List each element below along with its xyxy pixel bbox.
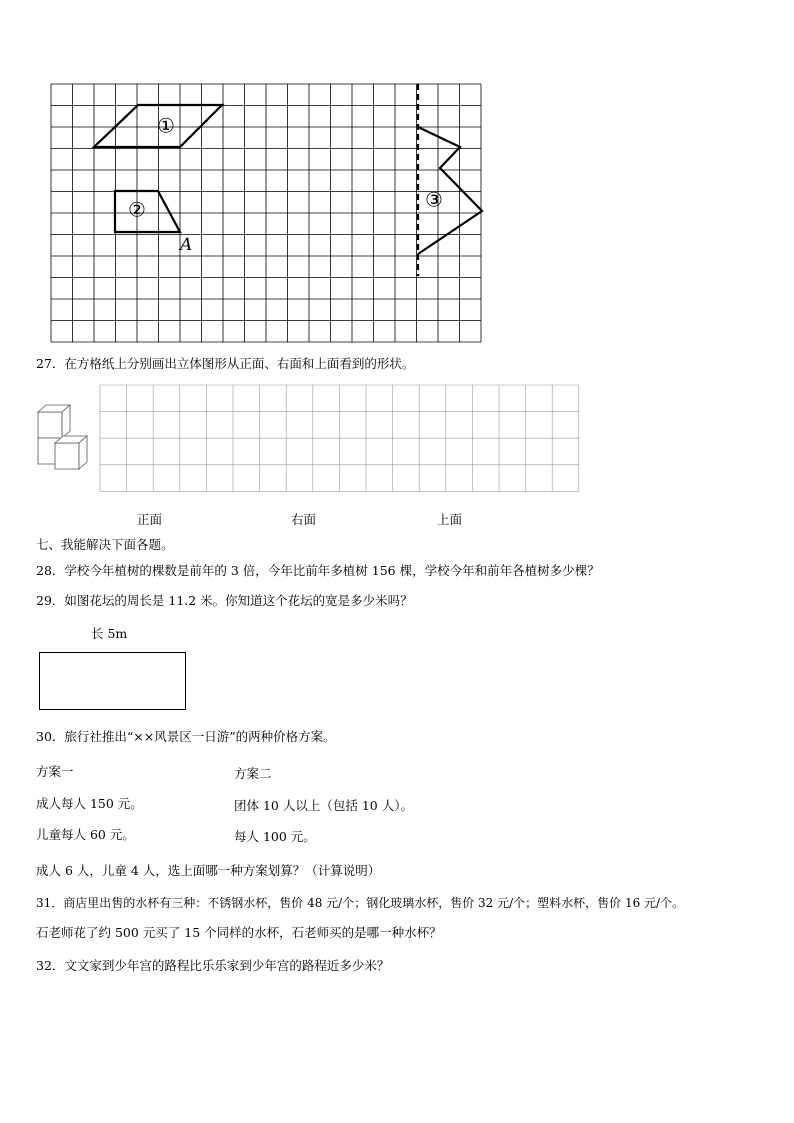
plan1-line2: 儿童每人 60 元。 [36, 827, 135, 842]
shape1-label: ① [157, 113, 175, 138]
plan2-line2: 每人 100 元。 [234, 829, 316, 844]
plan2-title: 方案二 [234, 766, 272, 781]
plan1-line1: 成人每人 150 元。 [36, 796, 143, 811]
face-label-top: 上面 [437, 512, 463, 527]
shape3-label: ③ [425, 187, 443, 212]
question-27: 27．在方格纸上分别画出立体图形从正面、右面和上面看到的形状。 [36, 356, 415, 371]
flowerbed-rectangle [39, 652, 186, 710]
plan1-title: 方案一 [36, 764, 74, 779]
length-label: 长 5m [91, 626, 128, 641]
question-31-line1: 31．商店里出售的水杯有三种：不锈钢水杯，售价 48 元/个；钢化玻璃水杯，售价 32 元/个；塑料水杯，售价 16 元/个。 [36, 896, 685, 910]
point-a-label: A [180, 235, 193, 255]
question-31-line2: 石老师花了约 500 元买了 15 个同样的水杯，石老师买的是哪一种水杯？ [36, 925, 442, 940]
question-30-prompt: 成人 6 人，儿童 4 人，选上面哪一种方案划算？（计算说明） [36, 863, 381, 878]
grid-figure [0, 0, 794, 345]
cube-stack [38, 405, 87, 469]
cube-figure [0, 380, 794, 500]
plan2-line1: 团体 10 人以上（包括 10 人）。 [234, 798, 413, 813]
question-32: 32．文文家到少年宫的路程比乐乐家到少年宫的路程近多少米？ [36, 958, 390, 973]
shape2-label: ② [128, 197, 146, 222]
face-label-right: 右面 [291, 512, 317, 527]
question-29: 29．如图花坛的周长是 11.2 米。你知道这个花坛的宽是多少米吗？ [36, 593, 413, 608]
section-title: 七、我能解决下面各题。 [36, 537, 174, 552]
question-28: 28．学校今年植树的棵数是前年的 3 倍，今年比前年多植树 156 棵，学校今年和前年各植树多少棵？ [36, 563, 600, 578]
question-30: 30．旅行社推出“××风景区一日游”的两种价格方案。 [36, 729, 336, 744]
trapezoid-shape [115, 191, 180, 232]
face-label-front: 正面 [137, 512, 163, 527]
